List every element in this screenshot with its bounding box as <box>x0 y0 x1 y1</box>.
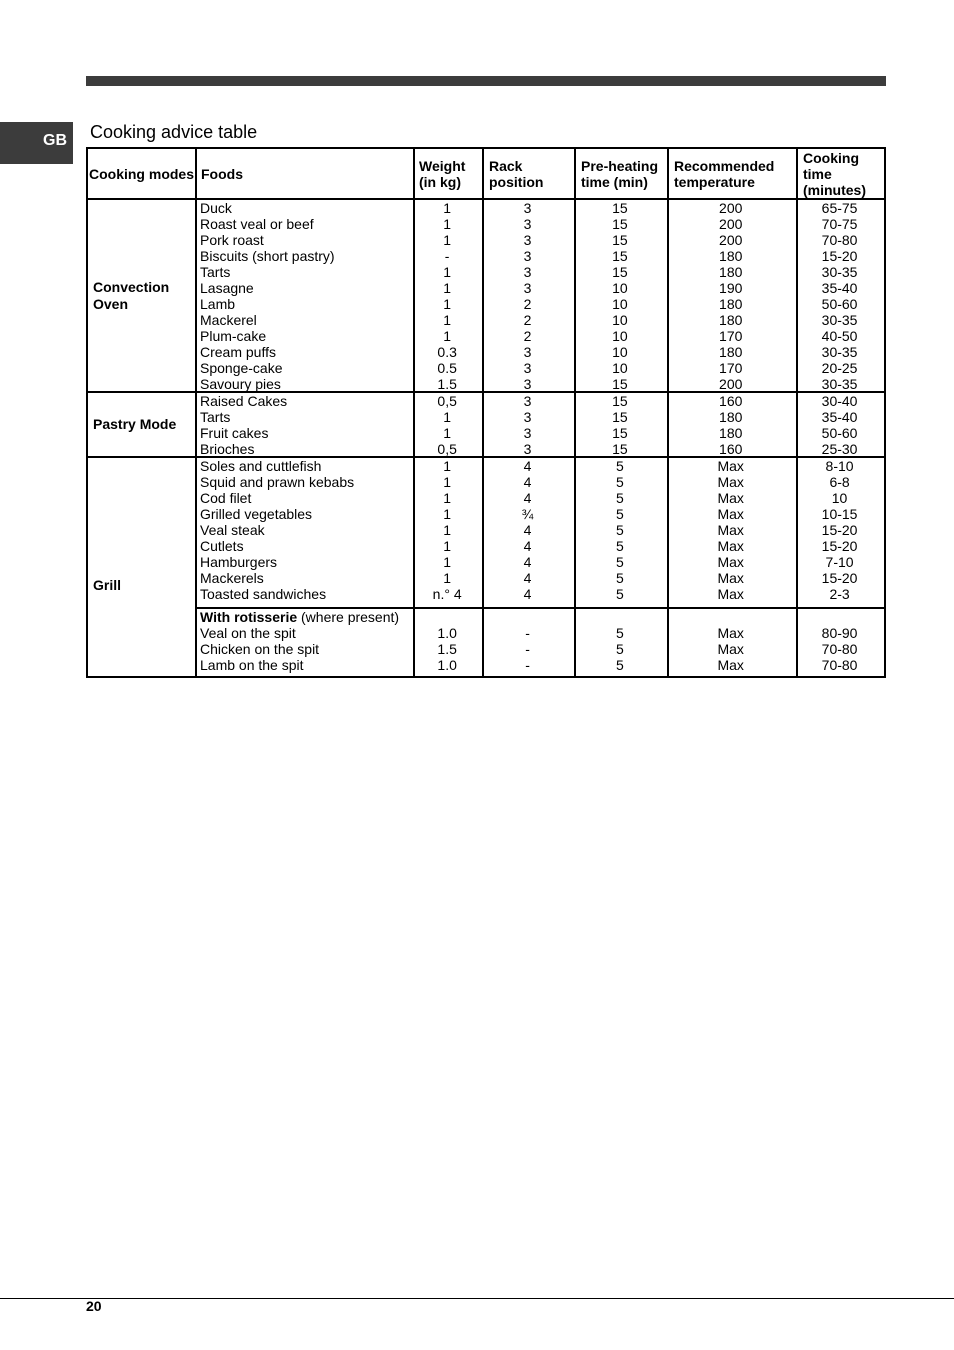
cell-rack: ¾ <box>521 506 534 522</box>
table-row <box>195 376 884 392</box>
cell-weight: 1 <box>443 474 452 490</box>
cell-preheat: 10 <box>612 312 628 328</box>
page-title: Cooking advice table <box>90 122 258 142</box>
cell-weight: 1 <box>443 216 452 232</box>
cell-rack: 3 <box>523 360 532 376</box>
cell-temp: 200 <box>719 216 743 232</box>
cell-time: 40-50 <box>821 328 858 344</box>
cell-rack: 3 <box>523 441 532 457</box>
table-row <box>195 625 884 641</box>
cell-food: Mackerels <box>200 570 264 586</box>
cell-temp: Max <box>717 474 744 490</box>
cell-time: 35-40 <box>821 280 858 296</box>
cell-rack: 2 <box>523 296 532 312</box>
cell-weight: 1 <box>443 570 452 586</box>
cell-preheat: 15 <box>612 441 628 457</box>
cell-weight: 1 <box>443 506 452 522</box>
page-number: 20 <box>86 1298 102 1314</box>
table-row <box>195 586 884 602</box>
cell-temp: 190 <box>719 280 743 296</box>
cell-weight: 1 <box>443 312 452 328</box>
cell-rack: 2 <box>523 328 532 344</box>
cell-preheat: 15 <box>612 264 628 280</box>
table-row <box>195 344 884 360</box>
cell-temp: 200 <box>719 232 743 248</box>
cell-weight: 1.5 <box>437 376 457 392</box>
cell-time: 50-60 <box>821 296 858 312</box>
cell-rack: 3 <box>523 216 532 232</box>
rotisserie-section <box>88 609 884 625</box>
cell-preheat: 5 <box>615 625 624 641</box>
footer-rule <box>0 1298 954 1299</box>
cell-weight: 1 <box>443 280 452 296</box>
cell-time: 50-60 <box>821 425 858 441</box>
cell-preheat: 5 <box>615 538 624 554</box>
cell-time: 30-35 <box>821 312 858 328</box>
cell-time: 30-35 <box>821 344 858 360</box>
cell-temp: Max <box>717 657 744 673</box>
cell-temp: 160 <box>719 441 743 457</box>
cell-weight: 0,5 <box>437 393 457 409</box>
cell-food: Duck <box>200 200 232 216</box>
cell-weight: n.° 4 <box>432 586 462 602</box>
cell-food: Cod filet <box>200 490 252 506</box>
cell-time: 8-10 <box>825 458 854 474</box>
header-weight: Weight (in kg) <box>419 158 466 190</box>
cell-food: Toasted sandwiches <box>200 586 327 602</box>
table-row <box>195 570 884 586</box>
cell-food: Squid and prawn kebabs <box>200 474 355 490</box>
cell-time: 15-20 <box>821 538 858 554</box>
cell-time: 15-20 <box>821 570 858 586</box>
cell-weight: 1 <box>443 538 452 554</box>
table-row <box>195 200 884 216</box>
cell-food: Chicken on the spit <box>200 641 320 657</box>
mode-pastry: Pastry Mode <box>93 416 177 432</box>
cell-preheat: 15 <box>612 248 628 264</box>
cell-food: Tarts <box>200 409 231 425</box>
rotisserie-heading <box>195 609 884 625</box>
cell-time: 70-80 <box>821 641 858 657</box>
cell-rack: - <box>525 625 530 641</box>
rotisserie-rows <box>88 625 884 673</box>
convection-rows <box>88 200 884 392</box>
cell-weight: 1 <box>443 232 452 248</box>
cell-food: Savoury pies <box>200 376 281 392</box>
cell-rack: 4 <box>523 554 532 570</box>
cell-rack: 3 <box>523 248 532 264</box>
table-row <box>195 441 884 457</box>
table-row <box>195 393 884 409</box>
cell-food: Biscuits (short pastry) <box>200 248 335 264</box>
table-row <box>195 538 884 554</box>
cell-weight: 1 <box>443 296 452 312</box>
cell-preheat: 15 <box>612 216 628 232</box>
cell-temp: 170 <box>719 328 743 344</box>
cell-weight: 1 <box>443 409 452 425</box>
cell-temp: Max <box>717 554 744 570</box>
cell-temp: 180 <box>719 264 743 280</box>
cell-temp: Max <box>717 625 744 641</box>
cell-time: 25-30 <box>821 441 858 457</box>
table-row <box>195 312 884 328</box>
cell-time: 70-75 <box>821 216 858 232</box>
cell-temp: 170 <box>719 360 743 376</box>
cell-food: Sponge-cake <box>200 360 283 376</box>
cell-weight: 1 <box>443 458 452 474</box>
cell-preheat: 5 <box>615 522 624 538</box>
cell-food: Cutlets <box>200 538 244 554</box>
table-row <box>195 506 884 522</box>
cell-time: 80-90 <box>821 625 858 641</box>
cell-temp: 200 <box>719 376 743 392</box>
cell-temp: Max <box>717 522 744 538</box>
cell-food: Tarts <box>200 264 231 280</box>
cell-temp: Max <box>717 538 744 554</box>
table-row <box>195 360 884 376</box>
cell-weight: 1 <box>443 200 452 216</box>
cell-preheat: 15 <box>612 376 628 392</box>
cell-preheat: 15 <box>612 200 628 216</box>
cell-temp: 180 <box>719 312 743 328</box>
cell-food: Mackerel <box>200 312 257 328</box>
table-row <box>195 328 884 344</box>
cell-temp: 180 <box>719 409 743 425</box>
cell-weight: 0.5 <box>437 360 457 376</box>
cell-rack: - <box>525 657 530 673</box>
cell-weight: 1 <box>443 522 452 538</box>
cell-time: 70-80 <box>821 657 858 673</box>
cell-rack: 4 <box>523 522 532 538</box>
cell-rack: 4 <box>523 570 532 586</box>
cell-preheat: 10 <box>612 280 628 296</box>
cell-rack: 3 <box>523 409 532 425</box>
table-row <box>195 409 884 425</box>
cell-time: 30-40 <box>821 393 858 409</box>
cell-preheat: 5 <box>615 506 624 522</box>
cell-rack: 2 <box>523 312 532 328</box>
cell-preheat: 10 <box>612 296 628 312</box>
cell-preheat: 15 <box>612 425 628 441</box>
cell-rack: 4 <box>523 458 532 474</box>
table-row <box>195 554 884 570</box>
cooking-advice-table <box>86 147 886 678</box>
cell-weight: 1 <box>443 425 452 441</box>
cell-rack: 3 <box>523 393 532 409</box>
language-tab: GB <box>0 122 73 164</box>
header-cooking-modes: Cooking modes <box>88 166 194 182</box>
cell-food: Brioches <box>200 441 255 457</box>
table-row <box>195 490 884 506</box>
table-row <box>195 264 884 280</box>
cell-temp: 200 <box>719 200 743 216</box>
cell-time: 15-20 <box>821 248 858 264</box>
cell-preheat: 10 <box>612 360 628 376</box>
cell-rack: 3 <box>523 376 532 392</box>
header-rack: Rack position <box>489 158 544 190</box>
cell-time: 7-10 <box>825 554 854 570</box>
cell-preheat: 5 <box>615 641 624 657</box>
table-row <box>195 641 884 657</box>
cell-preheat: 5 <box>615 490 624 506</box>
cell-food: Grilled vegetables <box>200 506 313 522</box>
cell-preheat: 5 <box>615 474 624 490</box>
cell-temp: Max <box>717 570 744 586</box>
cell-rack: 4 <box>523 474 532 490</box>
table-row <box>195 232 884 248</box>
table-row <box>195 248 884 264</box>
cell-temp: 180 <box>719 425 743 441</box>
cell-rack: 4 <box>523 538 532 554</box>
cell-rack: 3 <box>523 232 532 248</box>
header-temperature: Recommended temperature <box>674 158 775 190</box>
cell-time: 35-40 <box>821 409 858 425</box>
cell-food: Raised Cakes <box>200 393 288 409</box>
cell-food: Pork roast <box>200 232 264 248</box>
cell-temp: 180 <box>719 296 743 312</box>
cell-rack: 4 <box>523 490 532 506</box>
cell-temp: Max <box>717 641 744 657</box>
cell-rack: 3 <box>523 264 532 280</box>
cell-temp: Max <box>717 506 744 522</box>
rotisserie-label-bold: With rotisserie <box>200 609 298 625</box>
header-foods: Foods <box>201 166 243 182</box>
cell-weight: 1.5 <box>437 641 457 657</box>
cell-temp: Max <box>717 586 744 602</box>
cell-temp: 180 <box>719 248 743 264</box>
cell-time: 65-75 <box>821 200 858 216</box>
cell-food: Lamb on the spit <box>200 657 304 673</box>
cell-time: 30-35 <box>821 376 858 392</box>
top-rule <box>86 76 886 86</box>
cell-weight: 1.0 <box>437 657 457 673</box>
cell-rack: 3 <box>523 425 532 441</box>
cell-weight: 1 <box>443 328 452 344</box>
table-row <box>195 522 884 538</box>
cell-food: Veal steak <box>200 522 265 538</box>
cell-time: 6-8 <box>829 474 850 490</box>
cell-preheat: 15 <box>612 232 628 248</box>
cell-food: Hamburgers <box>200 554 278 570</box>
table-row <box>195 280 884 296</box>
cell-food: Veal on the spit <box>200 625 296 641</box>
cell-preheat: 5 <box>615 554 624 570</box>
table-row <box>195 425 884 441</box>
mode-convection-oven: Convection Oven <box>93 279 170 312</box>
table-row <box>195 296 884 312</box>
cell-rack: 3 <box>523 344 532 360</box>
cell-preheat: 10 <box>612 328 628 344</box>
cell-temp: Max <box>717 458 744 474</box>
cell-preheat: 10 <box>612 344 628 360</box>
cell-time: 10-15 <box>821 506 858 522</box>
cell-time: 15-20 <box>821 522 858 538</box>
cell-food: Lamb <box>200 296 236 312</box>
cell-time: 30-35 <box>821 264 858 280</box>
cell-weight: - <box>444 248 450 264</box>
table-row <box>195 657 884 673</box>
cell-time: 20-25 <box>821 360 858 376</box>
cell-weight: 0,5 <box>437 441 457 457</box>
cell-food: Fruit cakes <box>200 425 269 441</box>
table-row <box>195 216 884 232</box>
table-row <box>195 458 884 474</box>
cell-food: Cream puffs <box>200 344 276 360</box>
cell-weight: 1 <box>443 490 452 506</box>
cell-time: 2-3 <box>829 586 850 602</box>
cell-food: Plum-cake <box>200 328 267 344</box>
cell-preheat: 5 <box>615 458 624 474</box>
cell-preheat: 5 <box>615 570 624 586</box>
header-cooking-time: Cooking time (minutes) <box>803 150 866 198</box>
cell-food: Roast veal or beef <box>200 216 314 232</box>
pastry-rows <box>88 393 884 457</box>
cell-time: 10 <box>831 490 848 506</box>
header-preheat: Pre-heating time (min) <box>581 158 659 190</box>
cell-weight: 1 <box>443 264 452 280</box>
cell-preheat: 5 <box>615 586 624 602</box>
cell-food: Soles and cuttlefish <box>200 458 322 474</box>
cell-rack: - <box>525 641 530 657</box>
cell-time: 70-80 <box>821 232 858 248</box>
cell-weight: 1.0 <box>437 625 457 641</box>
cell-rack: 3 <box>523 200 532 216</box>
cell-preheat: 15 <box>612 409 628 425</box>
cell-rack: 3 <box>523 280 532 296</box>
cell-weight: 1 <box>443 554 452 570</box>
rotisserie-label-note: (where present) <box>297 609 400 625</box>
cell-preheat: 15 <box>612 393 628 409</box>
cell-weight: 0.3 <box>437 344 457 360</box>
cell-rack: 4 <box>523 586 532 602</box>
cell-temp: 180 <box>719 344 743 360</box>
grill-rows <box>88 458 884 602</box>
cell-temp: Max <box>717 490 744 506</box>
cell-temp: 160 <box>719 393 743 409</box>
cell-food: Lasagne <box>200 280 254 296</box>
cell-preheat: 5 <box>615 657 624 673</box>
table-row <box>195 474 884 490</box>
mode-grill: Grill <box>93 577 122 593</box>
